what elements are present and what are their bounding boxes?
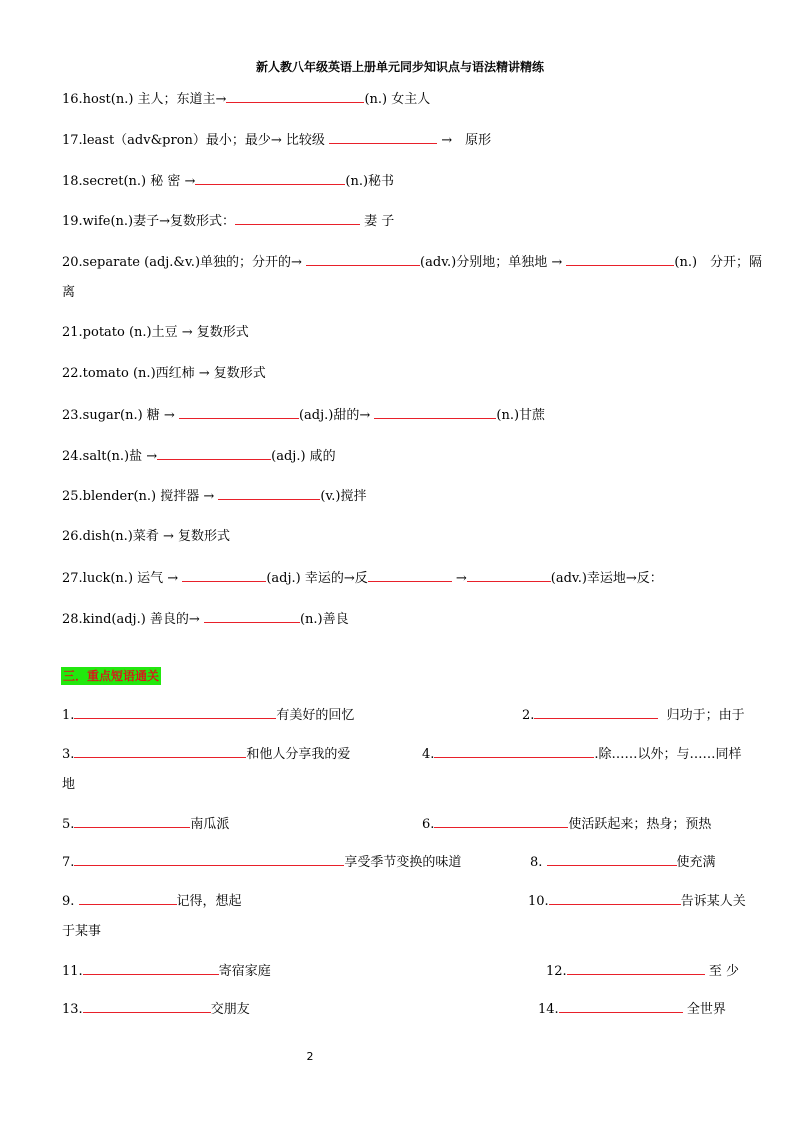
phrase-text: 寄宿家庭 <box>218 964 271 979</box>
item-18 <box>62 172 394 191</box>
answer-blank[interactable] <box>157 447 271 460</box>
item-17 <box>62 131 491 150</box>
phrase-number: 12. <box>546 964 567 979</box>
phrase-text: 南瓜派 <box>190 817 230 832</box>
answer-blank[interactable] <box>74 706 276 719</box>
phrase-number: 8. <box>530 855 543 870</box>
phrase-text: 归功于；由于 <box>666 708 745 723</box>
phrase-4 <box>422 745 742 764</box>
phrase-number: 4. <box>422 747 435 762</box>
phrase-2 <box>522 706 745 725</box>
phrase-number: 10. <box>528 894 549 909</box>
item-19-prompt: 19.wife(n.)妻子→复数形式： <box>62 214 236 229</box>
answer-blank[interactable] <box>434 815 568 828</box>
item-23-mid: (adj.)甜的→ <box>298 408 371 423</box>
answer-blank[interactable] <box>204 610 300 623</box>
answer-blank[interactable] <box>467 569 551 582</box>
item-27-mid: (adj.) 幸运的→反 <box>266 571 368 586</box>
phrase-text: 使活跃起来；热身；预热 <box>568 817 712 832</box>
phrase-number: 5. <box>62 817 75 832</box>
item-27-suffix: (adv.)幸运地→反： <box>550 571 663 586</box>
answer-blank[interactable] <box>79 892 177 905</box>
item-19 <box>62 212 394 231</box>
answer-blank[interactable] <box>534 706 658 719</box>
answer-blank[interactable] <box>226 90 364 103</box>
phrase-number: 1. <box>62 708 75 723</box>
answer-blank[interactable] <box>182 569 266 582</box>
item-20-suffix: (n.) 分开；隔 <box>674 255 763 270</box>
item-24-suffix: (adj.) 咸的 <box>271 449 336 464</box>
phrase-text: 享受季节变换的味道 <box>344 855 462 870</box>
phrase-text: 使充满 <box>676 855 716 870</box>
answer-blank[interactable] <box>235 212 360 225</box>
phrase-number: 14. <box>538 1002 559 1017</box>
phrase-12 <box>546 962 739 981</box>
phrase-9 <box>62 892 242 911</box>
phrase-number: 13. <box>62 1002 83 1017</box>
answer-blank[interactable] <box>74 853 344 866</box>
item-28 <box>62 610 349 629</box>
item-16 <box>62 90 430 109</box>
item-20 <box>62 253 762 272</box>
answer-blank[interactable] <box>368 569 452 582</box>
item-28-prompt: 28.kind(adj.) 善良的→ <box>62 612 200 627</box>
answer-blank[interactable] <box>83 962 219 975</box>
item-23-suffix: (n.)甘蔗 <box>496 408 546 423</box>
item-24 <box>62 447 336 466</box>
answer-blank[interactable] <box>83 1000 211 1013</box>
section-title: 三．重点短语通关 <box>63 669 160 683</box>
answer-blank[interactable] <box>74 745 246 758</box>
page-number: 2 <box>306 1050 314 1063</box>
item-25-prompt: 25.blender(n.) 搅拌器 → <box>62 489 215 504</box>
answer-blank[interactable] <box>218 487 320 500</box>
answer-blank[interactable] <box>374 406 496 419</box>
item-19-suffix: 妻 子 <box>364 214 395 229</box>
phrase-13 <box>62 1000 250 1019</box>
phrase-text: 记得，想起 <box>176 894 242 909</box>
phrase-text: 有美好的回忆 <box>276 708 355 723</box>
item-17-suffix: → 原形 <box>441 133 492 148</box>
phrase-7 <box>62 853 461 872</box>
item-26: 26.dish(n.)菜肴 → 复数形式 <box>62 529 231 544</box>
answer-blank[interactable] <box>74 815 190 828</box>
item-20-continued: 离 <box>62 285 76 300</box>
phrase-number: 11. <box>62 964 83 979</box>
phrase-text: 告诉某人关 <box>680 894 746 909</box>
item-28-suffix: (n.)善良 <box>299 612 349 627</box>
item-27 <box>62 569 663 588</box>
phrase-5 <box>62 815 229 834</box>
phrase-11 <box>62 962 271 981</box>
item-21: 21.potato (n.)土豆 → 复数形式 <box>62 325 249 340</box>
item-20-mid: (adv.)分别地；单独地 → <box>420 255 563 270</box>
answer-blank[interactable] <box>195 172 345 185</box>
item-25-suffix: (v.)搅拌 <box>320 489 367 504</box>
item-20-prompt: 20.separate (adj.&v.)单独的；分开的→ <box>62 255 302 270</box>
phrase-number: 6. <box>422 817 435 832</box>
answer-blank[interactable] <box>179 406 299 419</box>
phrase-1 <box>62 706 354 725</box>
answer-blank[interactable] <box>549 892 681 905</box>
answer-blank[interactable] <box>559 1000 683 1013</box>
item-17-prompt: 17.least（adv&pron）最小；最少→ 比较级 <box>62 133 325 148</box>
item-27-prompt: 27.luck(n.) 运气 → <box>62 571 179 586</box>
phrase-number: 3. <box>62 747 75 762</box>
page-header: 新人教八年级英语上册单元同步知识点与语法精讲精练 <box>255 60 544 74</box>
item-27-arrow: → <box>455 571 467 586</box>
phrase-text: 和他人分享我的爱 <box>246 747 351 762</box>
phrase-number: 2. <box>522 708 535 723</box>
answer-blank[interactable] <box>567 962 705 975</box>
phrase-4-continued: 地 <box>62 777 76 792</box>
phrase-text: 交朋友 <box>210 1002 250 1017</box>
item-16-prompt: 16.host(n.) 主人；东道主→ <box>62 92 227 107</box>
phrase-10 <box>528 892 746 911</box>
item-18-suffix: (n.)秘书 <box>345 174 395 189</box>
phrase-text: .除……以外；与……同样 <box>594 747 742 762</box>
answer-blank[interactable] <box>547 853 677 866</box>
answer-blank[interactable] <box>306 253 420 266</box>
answer-blank[interactable] <box>434 745 594 758</box>
phrase-8 <box>530 853 716 872</box>
item-16-suffix: (n.) 女主人 <box>364 92 431 107</box>
phrase-text: 全世界 <box>686 1002 726 1017</box>
item-22: 22.tomato (n.)西红柿 → 复数形式 <box>62 366 266 381</box>
phrase-number: 7. <box>62 855 75 870</box>
item-25 <box>62 487 366 506</box>
phrase-3 <box>62 745 350 764</box>
phrase-text: 至 少 <box>708 964 739 979</box>
phrase-6 <box>422 815 711 834</box>
phrase-10-continued: 于某事 <box>62 924 102 939</box>
answer-blank[interactable] <box>329 131 437 144</box>
phrase-14 <box>538 1000 726 1019</box>
item-23-prompt: 23.sugar(n.) 糖 → <box>62 408 175 423</box>
answer-blank[interactable] <box>566 253 674 266</box>
item-18-prompt: 18.secret(n.) 秘 密 → <box>62 174 196 189</box>
item-23 <box>62 406 545 425</box>
phrase-number: 9. <box>62 894 75 909</box>
item-24-prompt: 24.salt(n.)盐 → <box>62 449 158 464</box>
